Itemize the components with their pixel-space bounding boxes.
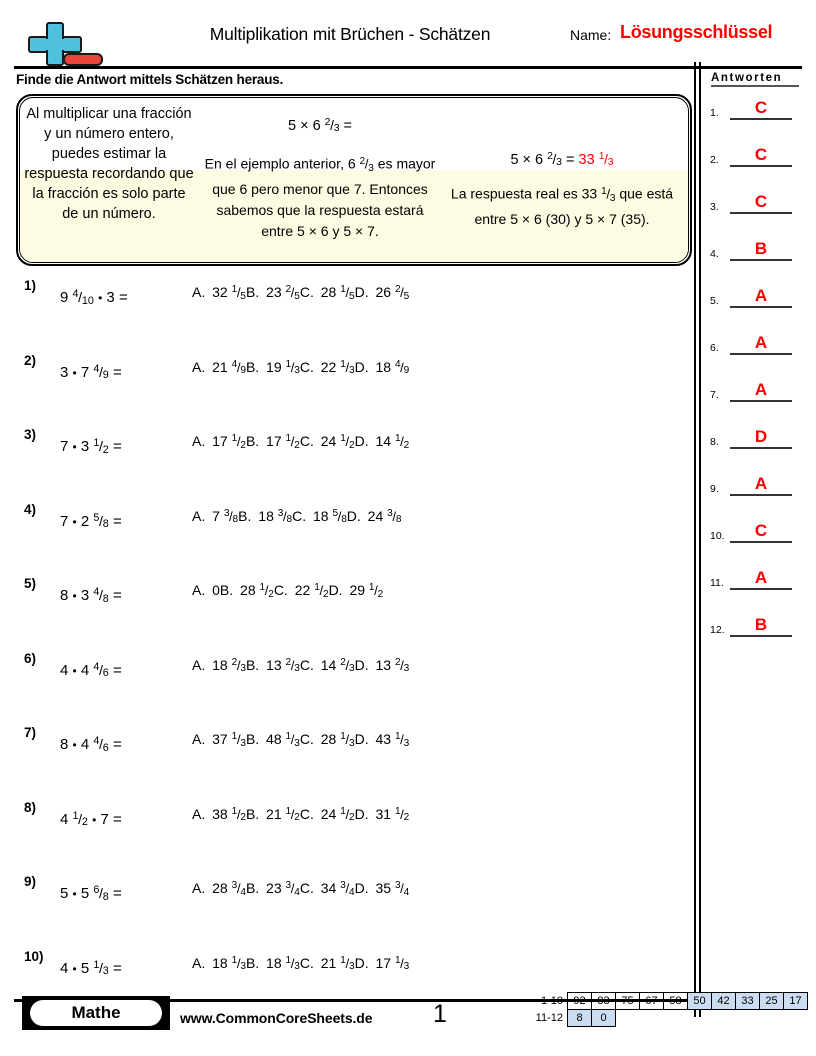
choice-label: C. <box>299 805 314 822</box>
choice-label: D. <box>354 358 369 375</box>
answer-choice[interactable] <box>192 806 246 822</box>
problem-expression: 7 • 3 $^1/_2$ = <box>60 437 122 456</box>
answer-choice[interactable] <box>355 284 410 300</box>
answer-number: 11. <box>710 577 724 589</box>
answer-underline <box>730 635 792 637</box>
choice-label: C. <box>299 656 314 673</box>
answer-choice[interactable] <box>300 657 355 673</box>
answer-value: C <box>754 98 768 117</box>
choice-value: 17 $^1/_2$ <box>262 433 300 451</box>
problem-expression: 9 $^4/_{10}$ • 3 = <box>60 288 128 307</box>
choice-label: D. <box>354 805 369 822</box>
answer-choice[interactable] <box>192 582 220 598</box>
answer-number: 9. <box>710 483 719 495</box>
choice-value: 31 $^1/_2$ <box>371 805 410 824</box>
choice-value: 35 $^3/_4$ <box>371 880 410 898</box>
choice-value: 13 $^2/_3$ <box>371 656 410 675</box>
answer-choice[interactable] <box>246 359 300 375</box>
answer-choice[interactable] <box>246 806 300 822</box>
choice-label: A. <box>192 582 206 598</box>
column-divider-right <box>699 62 701 1017</box>
answer-choice[interactable] <box>246 731 300 747</box>
choice-value: 34 $^3/_4$ <box>316 880 355 898</box>
choice-value: 28 $^1/_5$ <box>316 284 355 302</box>
choice-value: 19 $^1/_3$ <box>262 358 300 377</box>
score-cell-empty <box>760 1010 784 1027</box>
answer-row <box>706 380 802 402</box>
answer-choice[interactable] <box>192 284 246 300</box>
problem-item <box>16 649 688 724</box>
answer-choice[interactable] <box>355 731 410 747</box>
choice-value: 48 $^1/_3$ <box>262 731 300 749</box>
problems-list <box>16 276 688 1021</box>
choice-label: D. <box>354 284 369 300</box>
choice-label: C. <box>299 284 314 300</box>
choice-value: 14 $^2/_3$ <box>316 656 355 675</box>
answer-choice[interactable] <box>192 433 246 449</box>
answer-choice[interactable] <box>192 508 238 524</box>
problem-choices <box>192 284 592 302</box>
score-cell-empty <box>784 1010 808 1027</box>
choice-value: 21 $^1/_2$ <box>262 805 300 824</box>
choice-value: 22 $^1/_3$ <box>316 358 355 377</box>
score-table <box>533 992 808 1027</box>
answer-number: 8. <box>710 436 719 448</box>
choice-label: D. <box>354 880 369 896</box>
problem-number: 10) <box>24 948 44 964</box>
answer-row <box>706 286 802 308</box>
problem-number: 3) <box>24 427 37 442</box>
score-cell-empty <box>688 1010 712 1027</box>
score-cell: 17 <box>784 993 808 1010</box>
choice-label: A. <box>192 880 206 896</box>
choice-label: A. <box>192 507 206 524</box>
answer-row <box>706 145 802 167</box>
name-label: Name: <box>570 27 612 43</box>
answer-choice[interactable] <box>355 880 410 896</box>
choice-value: 18 $^3/_8$ <box>254 507 293 526</box>
answer-underline <box>730 165 792 167</box>
choice-label: B. <box>245 284 260 300</box>
score-row-label: 1-10 <box>540 995 563 1007</box>
choice-label: A. <box>192 433 206 449</box>
answer-value: A <box>754 568 768 587</box>
answer-underline <box>730 306 792 308</box>
score-cell: 75 <box>616 993 640 1010</box>
choice-value: 7 $^3/_8$ <box>208 507 239 526</box>
choice-value: 28 $^1/_2$ <box>236 582 274 600</box>
answer-choice[interactable] <box>246 880 300 896</box>
answer-number: 3. <box>710 201 719 213</box>
choice-value: 18 $^2/_3$ <box>208 656 246 675</box>
choice-label: D. <box>354 731 369 747</box>
score-cell-empty <box>616 1010 640 1027</box>
problem-expression: 4 $^1/_2$ • 7 = <box>60 809 122 829</box>
score-cell-empty <box>712 1010 736 1027</box>
problem-choices <box>192 955 592 973</box>
choice-value: 18 $^1/_3$ <box>208 954 246 973</box>
score-cell: 42 <box>712 993 736 1010</box>
score-row <box>533 993 808 1010</box>
problem-item <box>16 276 688 351</box>
answer-choice[interactable] <box>238 508 292 524</box>
info-box-col2 <box>198 98 442 260</box>
choice-label: B. <box>219 582 234 598</box>
answer-choice[interactable] <box>192 731 246 747</box>
problem-expression: 3 • 7 $^4/_9$ = <box>60 362 122 382</box>
choice-value: 32 $^1/_5$ <box>208 284 246 302</box>
answer-underline <box>730 118 792 120</box>
choice-label: C. <box>299 954 314 971</box>
info-box-col3-text: La respuesta real es 33 $^1/_3$ que está entre 5 × 6 (30) y 5 × 7 (35). <box>450 186 674 227</box>
choice-value: 21 $^4/_9$ <box>208 358 246 377</box>
answer-number: 12. <box>710 624 725 636</box>
score-cell-empty <box>736 1010 760 1027</box>
score-cell: 67 <box>640 993 664 1010</box>
choice-label: C. <box>299 880 314 896</box>
choice-value: 23 $^2/_5$ <box>262 284 300 302</box>
answer-underline <box>730 494 792 496</box>
answer-choice[interactable] <box>300 359 355 375</box>
choice-label: A. <box>192 358 206 375</box>
answer-choice[interactable] <box>192 880 246 896</box>
answer-number: 6. <box>710 342 719 354</box>
answer-choice[interactable] <box>300 433 355 449</box>
answer-number: 5. <box>710 295 719 307</box>
answer-row <box>706 427 802 449</box>
choice-label: B. <box>245 805 260 822</box>
problem-choices <box>192 508 592 526</box>
problem-item <box>16 574 688 649</box>
answer-choice[interactable] <box>329 582 384 598</box>
answer-choice[interactable] <box>192 955 246 971</box>
choice-value: 23 $^3/_4$ <box>262 880 300 898</box>
choice-label: B. <box>245 433 260 449</box>
answers-column <box>706 64 802 644</box>
info-box <box>16 94 692 266</box>
choice-label: C. <box>299 358 314 375</box>
choice-value: 0 <box>208 582 220 598</box>
answer-value: C <box>754 192 768 211</box>
choice-label: D. <box>354 433 369 449</box>
score-cell: 50 <box>688 993 712 1010</box>
subject-badge-label: Mathe <box>71 1003 121 1022</box>
choice-value: 17 $^1/_2$ <box>208 433 246 451</box>
choice-value: 38 $^1/_2$ <box>208 805 246 824</box>
choice-value: 18 $^5/_8$ <box>309 507 347 526</box>
problem-expression: 8 • 4 $^4/_6$ = <box>60 735 122 754</box>
instruction-subtitle: Finde die Antwort mittels Schätzen heraus. <box>16 72 284 87</box>
answer-underline <box>730 212 792 214</box>
answer-row <box>706 192 802 214</box>
page-title: Multiplikation mit Brüchen - Schätzen <box>209 24 491 44</box>
answer-number: 10. <box>710 530 725 542</box>
choice-label: A. <box>192 284 206 300</box>
answer-choice[interactable] <box>347 508 402 524</box>
problem-item <box>16 872 688 947</box>
choice-label: D. <box>354 954 369 971</box>
choice-label: C. <box>292 507 307 524</box>
problem-choices <box>192 582 592 600</box>
problem-expression: 7 • 2 $^5/_8$ = <box>60 511 122 531</box>
answer-choice[interactable] <box>246 433 300 449</box>
problem-expression: 4 • 5 $^1/_3$ = <box>60 958 122 978</box>
info-box-col2-equation: 5 × 6 $^2/_3$ = <box>287 117 353 135</box>
answer-row <box>706 615 802 637</box>
choice-value: 18 $^4/_9$ <box>371 358 410 377</box>
problem-number: 6) <box>24 650 37 666</box>
problem-choices <box>192 433 592 451</box>
problem-number: 9) <box>24 874 37 889</box>
problem-item <box>16 425 688 500</box>
page-number: 1 <box>433 1000 447 1028</box>
choice-label: C. <box>299 433 314 449</box>
score-cell: 0 <box>592 1010 616 1027</box>
answer-choice[interactable] <box>355 359 410 375</box>
problem-item <box>16 723 688 798</box>
answer-underline <box>730 259 792 261</box>
problem-expression: 8 • 3 $^4/_8$ = <box>60 586 122 605</box>
column-divider-left <box>694 62 696 1017</box>
score-cell-empty <box>664 1010 688 1027</box>
answer-value: A <box>754 474 768 493</box>
answer-number: 7. <box>710 389 719 401</box>
problem-choices <box>192 359 592 377</box>
choice-value: 24 $^1/_2$ <box>316 805 355 824</box>
answer-value: A <box>754 333 768 352</box>
answer-row <box>706 568 802 590</box>
choice-value: 28 $^3/_4$ <box>208 880 246 898</box>
problem-number: 7) <box>24 725 37 740</box>
choice-label: C. <box>299 731 314 747</box>
choice-label: A. <box>192 731 206 747</box>
answer-choice[interactable] <box>192 657 246 673</box>
choice-value: 22 $^1/_2$ <box>290 582 329 600</box>
score-cell: 83 <box>592 993 616 1010</box>
answer-underline <box>730 541 792 543</box>
score-cell: 58 <box>664 993 688 1010</box>
answer-choice[interactable] <box>300 731 355 747</box>
choice-value: 37 $^1/_3$ <box>208 731 246 749</box>
info-box-col3-equation: 5 × 6 $^2/_3 = 33$ $^1/_3$ <box>510 151 614 169</box>
answer-choice[interactable] <box>300 284 355 300</box>
plus-minus-logo-icon <box>20 20 94 68</box>
choice-label: A. <box>192 805 206 822</box>
score-cell: 92 <box>568 993 592 1010</box>
choice-value: 24 $^3/_8$ <box>363 507 402 526</box>
choice-value: 43 $^1/_3$ <box>371 731 410 749</box>
answer-choice[interactable] <box>220 582 274 598</box>
answer-choice[interactable] <box>355 433 410 449</box>
answer-choice[interactable] <box>246 955 300 971</box>
choice-label: D. <box>328 582 343 598</box>
problem-number: 8) <box>24 799 37 815</box>
score-cell: 25 <box>760 993 784 1010</box>
answers-heading: Antworten <box>711 72 799 87</box>
problem-item <box>16 351 688 426</box>
score-cell-empty <box>640 1010 664 1027</box>
score-cell: 8 <box>568 1010 592 1027</box>
problem-number: 4) <box>24 501 37 517</box>
info-box-col2-text: En el ejemplo anterior, 6 $^2/_3$ es mayor que 6 pero menor que 7. Entonces sabemos que la respuesta estará entre 5 × 6 y 5 × 7. <box>204 156 436 239</box>
answer-choice[interactable] <box>292 508 347 524</box>
website-url: www.CommonCoreSheets.de <box>180 1010 373 1026</box>
score-cell: 33 <box>736 993 760 1010</box>
choice-label: B. <box>245 731 260 747</box>
answer-value: D <box>754 427 768 446</box>
answer-choice[interactable] <box>355 806 410 822</box>
answer-value: C <box>754 145 768 164</box>
answer-choice[interactable] <box>300 806 355 822</box>
answer-row <box>706 521 802 543</box>
choice-value: 18 $^1/_3$ <box>262 954 300 973</box>
choice-label: D. <box>346 507 361 524</box>
choice-value: 14 $^1/_2$ <box>371 433 410 451</box>
problem-expression: 4 • 4 $^4/_6$ = <box>60 660 122 680</box>
answer-choice[interactable] <box>246 657 300 673</box>
choice-value: 29 $^1/_2$ <box>345 582 384 600</box>
choice-label: B. <box>245 656 260 673</box>
choice-label: B. <box>238 507 252 524</box>
problem-number: 1) <box>24 278 37 293</box>
choice-value: 24 $^1/_2$ <box>316 433 355 451</box>
name-value: Lösungsschlüssel <box>620 22 773 42</box>
choice-label: A. <box>192 954 206 971</box>
score-row-label: 11-12 <box>535 1012 563 1024</box>
problem-number: 2) <box>24 352 37 368</box>
choice-value: 28 $^1/_3$ <box>316 731 355 749</box>
answer-choice[interactable] <box>300 955 355 971</box>
info-box-col3 <box>442 98 682 260</box>
answer-value: B <box>754 615 768 634</box>
choice-label: B. <box>245 358 260 375</box>
answer-underline <box>730 353 792 355</box>
answer-choice[interactable] <box>274 582 329 598</box>
header-divider <box>14 66 802 69</box>
answer-underline <box>730 447 792 449</box>
choice-value: 13 $^2/_3$ <box>262 656 300 675</box>
answer-row <box>706 239 802 261</box>
answer-choice[interactable] <box>192 359 246 375</box>
subject-badge <box>22 996 170 1030</box>
problem-item <box>16 500 688 575</box>
answer-choice[interactable] <box>246 284 300 300</box>
answer-value: A <box>754 286 768 305</box>
answer-value: B <box>754 239 768 258</box>
answer-value: A <box>754 380 768 399</box>
choice-label: C. <box>273 582 288 598</box>
choice-label: D. <box>354 656 369 673</box>
info-box-col1: Al multiplicar una fracción y un número entero, puedes estimar la respuesta recordando que la fracción es solo parte de un número. <box>24 106 194 222</box>
answer-row <box>706 98 802 120</box>
problem-choices <box>192 806 592 824</box>
answer-row <box>706 333 802 355</box>
answer-underline <box>730 588 792 590</box>
problem-choices <box>192 657 592 675</box>
problem-choices <box>192 880 592 898</box>
answer-choice[interactable] <box>355 657 410 673</box>
answer-value: C <box>754 521 768 540</box>
answer-number: 1. <box>710 107 719 119</box>
problem-number: 5) <box>24 576 37 591</box>
answer-choice[interactable] <box>300 880 355 896</box>
choice-label: B. <box>245 880 260 896</box>
choice-value: 21 $^1/_3$ <box>316 954 355 973</box>
answer-underline <box>730 400 792 402</box>
choice-label: A. <box>192 656 206 673</box>
answer-number: 2. <box>710 154 719 166</box>
choice-value: 26 $^2/_5$ <box>371 284 410 302</box>
answer-number: 4. <box>710 248 719 260</box>
problem-item <box>16 798 688 873</box>
problem-expression: 5 • 5 $^6/_8$ = <box>60 884 122 903</box>
score-row <box>533 1010 808 1027</box>
choice-value: 17 $^1/_3$ <box>371 954 410 973</box>
choice-label: B. <box>245 954 260 971</box>
answer-choice[interactable] <box>355 955 410 971</box>
answer-row <box>706 474 802 496</box>
problem-choices <box>192 731 592 749</box>
